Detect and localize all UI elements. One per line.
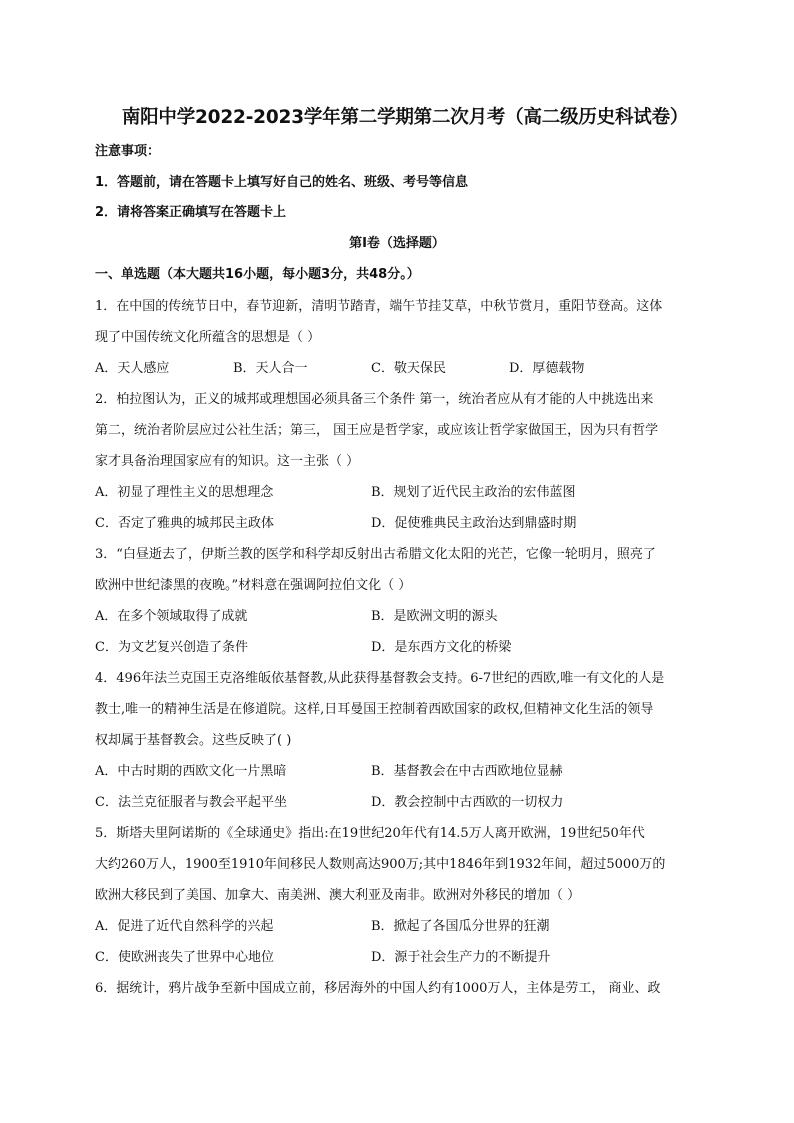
question-2-stem-line-3: 家才具备治理国家应有的知识。这一主张（ ） xyxy=(95,454,360,469)
question-1-option-a[interactable]: A．天人感应 xyxy=(95,361,170,376)
notice-item-2: 2．请将答案正确填写在答题卡上 xyxy=(95,205,287,220)
question-1-option-d[interactable]: D．厚德载物 xyxy=(509,361,585,376)
question-2-option-d[interactable]: D．促使雅典民主政治达到鼎盛时期 xyxy=(371,516,577,531)
question-1-option-b[interactable]: B．天人合一 xyxy=(233,361,308,376)
question-4-option-c[interactable]: C．法兰克征服者与教会平起平坐 xyxy=(95,795,287,810)
question-1-stem-line-2: 现了中国传统文化所蕴含的思想是（ ） xyxy=(95,330,321,345)
section-title: 第Ⅰ卷（选择题） xyxy=(349,236,445,251)
question-4-stem-line-3: 权却属于基督教会。这些反映了( ) xyxy=(95,733,292,748)
question-6-stem-line-1: 6．据统计，鸦片战争至新中国成立前，移居海外的中国人约有1000万人，主体是劳工， 商业、政 xyxy=(95,981,661,996)
question-2-stem-line-2: 第二，统治者阶层应过公社生活；第三， 国王应是哲学家，或应该让哲学家做国王，因为只有哲学 xyxy=(95,423,659,438)
question-3-option-c[interactable]: C．为文艺复兴创造了条件 xyxy=(95,640,248,655)
notice-item-1: 1．答题前，请在答题卡上填写好自己的姓名、班级、考号等信息 xyxy=(95,175,469,190)
question-5-option-c[interactable]: C．使欧洲丧失了世界中心地位 xyxy=(95,950,274,965)
question-2-option-a[interactable]: A．初显了理性主义的思想理念 xyxy=(95,485,274,500)
question-5-stem-line-1: 5．斯塔夫里阿诺斯的《全球通史》指出:在19世纪20年代有14.5万人离开欧洲，19世纪50年代 xyxy=(95,826,645,841)
question-3-option-b[interactable]: B．是欧洲文明的源头 xyxy=(371,609,498,624)
question-1-option-c[interactable]: C．敬天保民 xyxy=(371,361,446,376)
notice-heading: 注意事项： xyxy=(95,144,161,159)
question-4-option-a[interactable]: A．中古时期的西欧文化一片黑暗 xyxy=(95,764,287,779)
question-1-stem-line-1: 1．在中国的传统节日中，春节迎新，清明节踏青，端午节挂艾草，中秋节赏月，重阳节登高。这体 xyxy=(95,299,663,314)
question-5-option-a[interactable]: A．促进了近代自然科学的兴起 xyxy=(95,919,274,934)
question-3-stem-line-1: 3．“白昼逝去了，伊斯兰教的医学和科学却反射出古希腊文化太阳的光芒，它像一轮明月，照亮了 xyxy=(95,547,656,562)
question-5-option-b[interactable]: B．掀起了各国瓜分世界的狂潮 xyxy=(371,919,550,934)
question-4-option-b[interactable]: B．基督教会在中古西欧地位显赫 xyxy=(371,764,563,779)
question-3-stem-line-2: 欧洲中世纪漆黑的夜晚。”材料意在强调阿拉伯文化（ ） xyxy=(95,578,412,593)
question-2-option-c[interactable]: C．否定了雅典的城邦民主政体 xyxy=(95,516,274,531)
question-4-stem-line-1: 4．496年法兰克国王克洛维皈依基督教,从此获得基督教会支持。6-7世纪的西欧,唯一有文化的人是 xyxy=(95,671,665,686)
question-5-stem-line-2: 大约260万人，1900至1910年间移民人数则高达900万;其中1846年到1932年间，超过5000万的 xyxy=(95,857,666,872)
question-4-option-d[interactable]: D．教会控制中古西欧的一切权力 xyxy=(371,795,564,810)
question-3-option-a[interactable]: A．在多个领域取得了成就 xyxy=(95,609,248,624)
question-5-option-d[interactable]: D．源于社会生产力的不断提升 xyxy=(371,950,551,965)
exam-title: 南阳中学2022-2023学年第二学期第二次月考（高二级历史科试卷） xyxy=(121,107,689,128)
question-2-option-b[interactable]: B．规划了近代民主政治的宏伟蓝图 xyxy=(371,485,576,500)
question-3-option-d[interactable]: D．是东西方文化的桥梁 xyxy=(371,640,512,655)
question-2-stem-line-1: 2．柏拉图认为，正义的城邦或理想国必须具备三个条件 第一，统治者应从有才能的人中挑选出来 xyxy=(95,392,654,407)
part-heading: 一、单选题（本大题共16小题，每小题3分，共48分。） xyxy=(95,267,420,282)
question-5-stem-line-3: 欧洲大移民到了美国、加拿大、南美洲、澳大利亚及南非。欧洲对外移民的增加（ ） xyxy=(95,888,581,903)
question-4-stem-line-2: 教士,唯一的精神生活是在修道院。这样,日耳曼国王控制着西欧国家的政权,但精神文化生活的领导 xyxy=(95,702,654,717)
